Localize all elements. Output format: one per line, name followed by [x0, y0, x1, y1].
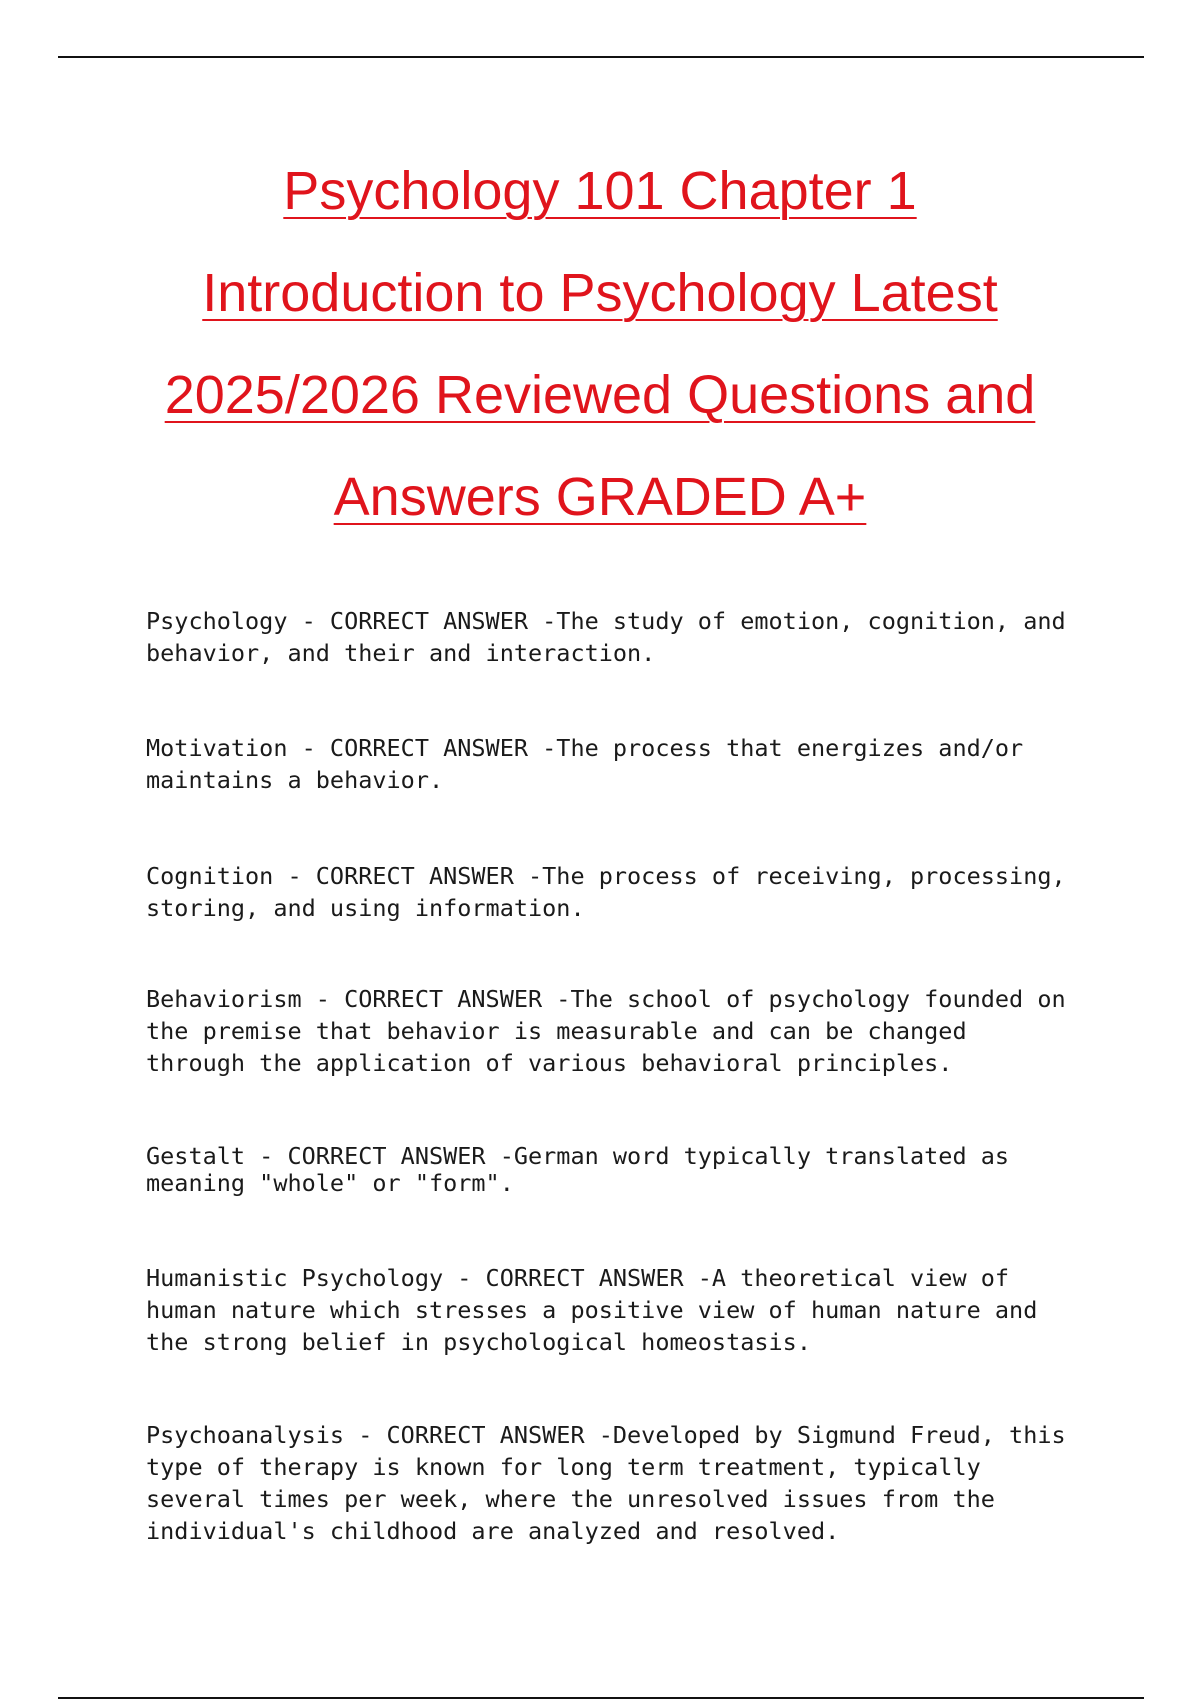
title-line: Introduction to Psychology Latest: [202, 263, 998, 323]
document-title: [60, 140, 1140, 548]
qa-entry: Cognition - CORRECT ANSWER -The process of receiving, processing, storing, and using information.: [146, 862, 1066, 922]
qa-entry: Gestalt - CORRECT ANSWER -German word typically translated as meaning "whole" or "form".: [146, 1142, 1010, 1197]
qa-entry: Psychoanalysis - CORRECT ANSWER -Developed by Sigmund Freud, this type of therapy is known for long term treatment, typically several times per week, where the unresolved issues from the individual's childhood are analyzed and resolved.: [146, 1421, 1066, 1545]
qa-entry: Motivation - CORRECT ANSWER -The process that energizes and/or maintains a behavior.: [146, 734, 1024, 794]
qa-entry: Psychology - CORRECT ANSWER -The study of emotion, cognition, and behavior, and their and interaction.: [146, 607, 1066, 667]
bottom-divider: [58, 1697, 1144, 1699]
title-line: Psychology 101 Chapter 1: [283, 161, 917, 221]
qa-entry: Behaviorism - CORRECT ANSWER -The school of psychology founded on the premise that behavior is measurable and can be changed through the application of various behavioral principles.: [146, 985, 1066, 1077]
top-divider: [58, 56, 1144, 58]
qa-entry: Humanistic Psychology - CORRECT ANSWER -A theoretical view of human nature which stresses a positive view of human nature and the strong belief in psychological homeostasis.: [146, 1264, 1038, 1356]
title-line: Answers GRADED A+: [333, 467, 867, 527]
title-line: 2025/2026 Reviewed Questions and: [164, 365, 1036, 425]
